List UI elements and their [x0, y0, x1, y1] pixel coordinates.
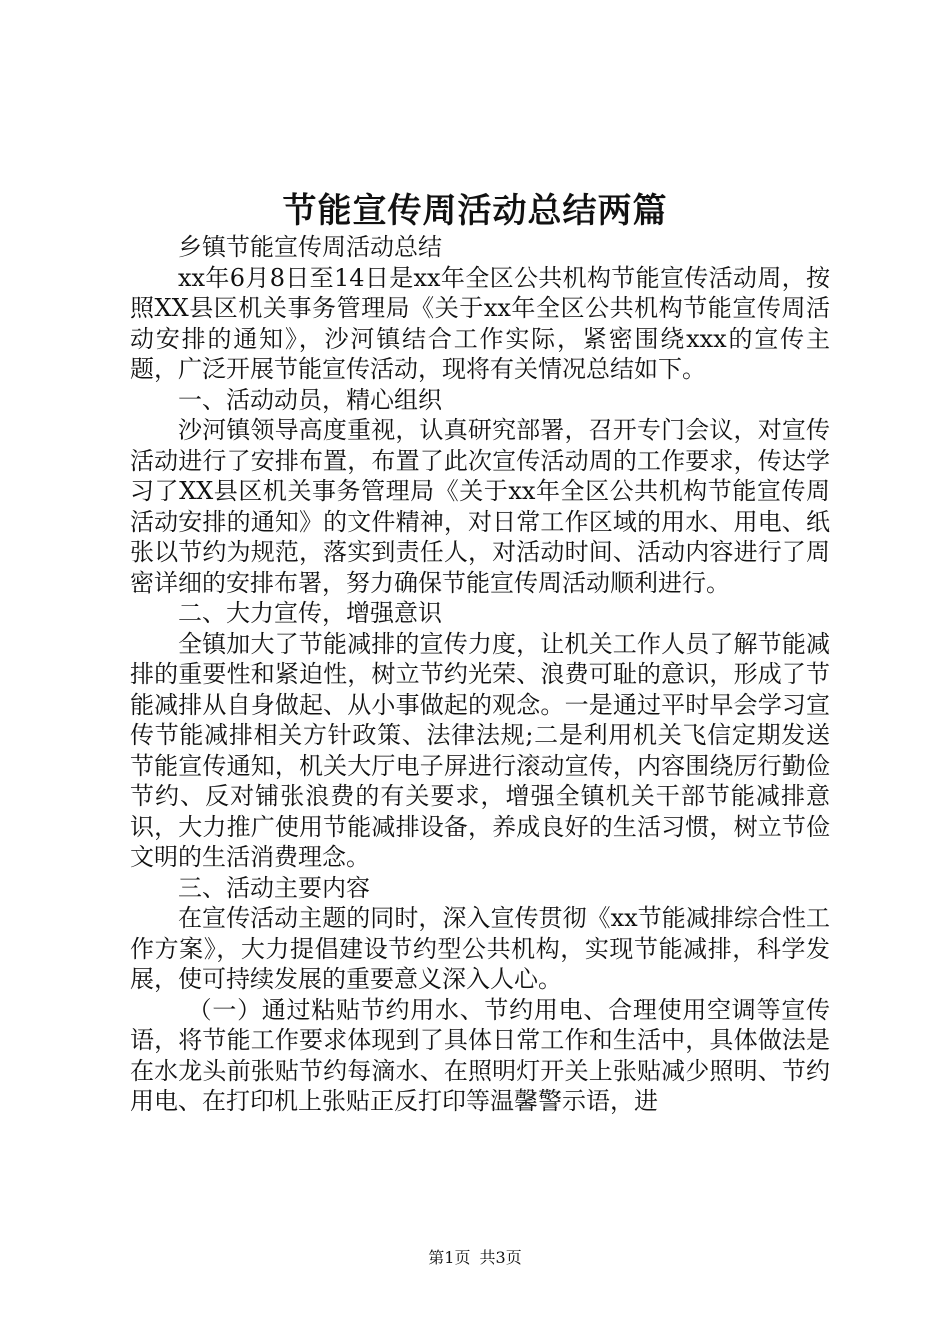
page-footer — [0, 1245, 950, 1268]
page-number: 第1页 — [428, 1248, 471, 1267]
section-heading: 三、活动主要内容 — [178, 873, 370, 902]
paragraph: 沙河镇领导高度重视，认真研究部署，召开专门会议，对宣传活动进行了安排布置，布置了此次宣传活动周的工作要求，传达学习了XX县区机关事务管理局《关于xx年全区公共机构节能宣传周活动安排的通知》的文件精神，对日常工作区域的用水、用电、纸张以节约为规范，落实到责任人，对活动时间、活动内容进行了周密详细的安排布署，努力确保节能宣传周活动顺利进行。 — [130, 416, 830, 597]
document-title: 节能宣传周活动总结两篇 — [282, 191, 668, 231]
paragraph: 全镇加大了节能减排的宣传力度，让机关工作人员了解节能减排的重要性和紧迫性，树立节约光荣、浪费可耻的意识，形成了节能减排从自身做起、从小事做起的观念。一是通过平时早会学习宣传节能减排相关方针政策、法律法规;二是利用机关飞信定期发送节能宣传通知，机关大厅电子屏进行滚动宣传，内容围绕厉行勤俭节约、反对铺张浪费的有关要求，增强全镇机关干部节能减排意识，大力推广使用节能减排设备，养成良好的生活习惯，树立节俭文明的生活消费理念。 — [130, 629, 830, 871]
paragraph: 在宣传活动主题的同时，深入宣传贯彻《xx节能减排综合性工作方案》，大力提倡建设节约型公共机构，实现节能减排，科学发展，使可持续发展的重要意义深入人心。 — [130, 904, 830, 993]
section-heading: 二、大力宣传，增强意识 — [178, 599, 442, 627]
section-heading: 一、活动动员，精心组织 — [178, 385, 442, 414]
document-body — [130, 232, 830, 1117]
paragraph-subtitle: 乡镇节能宣传周活动总结 — [178, 233, 442, 261]
paragraph: xx年6月8日至14日是xx年全区公共机构节能宣传活动周，按照XX县区机关事务管理局《关于xx年全区公共机构节能宣传周活动安排的通知》，沙河镇结合工作实际，紧密围绕xxx的宣传主题，广泛开展节能宣传活动，现将有关情况总结如下。 — [130, 263, 830, 383]
page-total: 共3页 — [479, 1248, 522, 1267]
paragraph: （一）通过粘贴节约用水、节约用电、合理使用空调等宣传语，将节能工作要求体现到了具体日常工作和生活中，具体做法是在水龙头前张贴节约每滴水、在照明灯开关上张贴减少照明、节约用电、在打印机上张贴正反打印等温馨警示语，进 — [130, 995, 830, 1115]
